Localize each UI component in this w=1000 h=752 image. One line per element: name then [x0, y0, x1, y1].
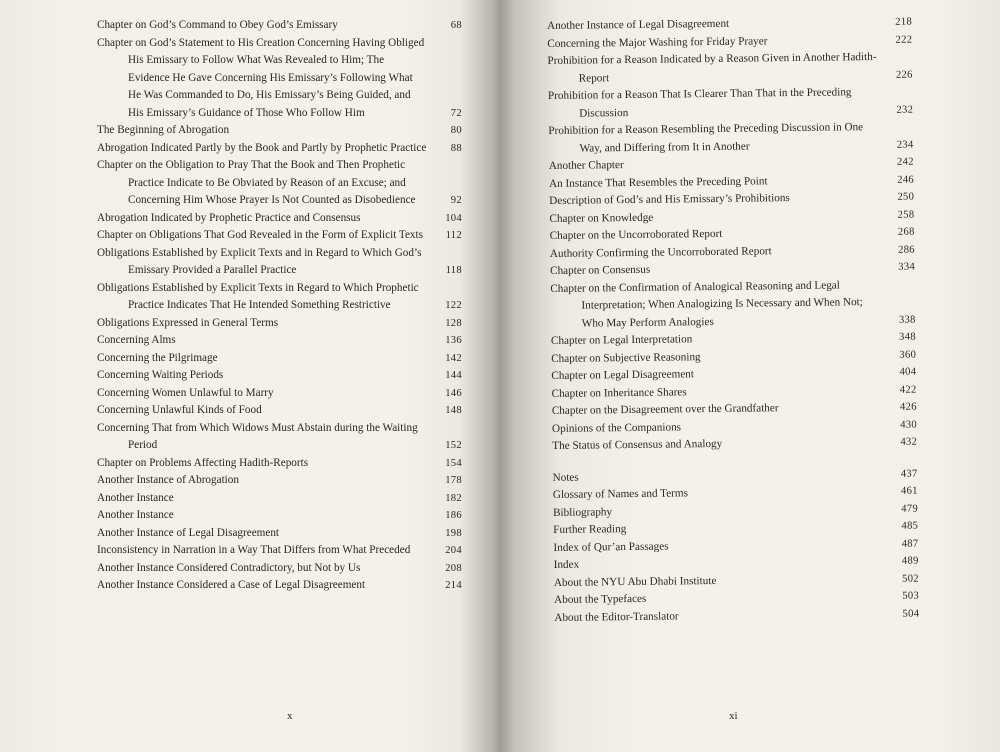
toc-entry-page: 502 [902, 572, 919, 585]
toc-entry [97, 35, 462, 123]
toc-entry-title: Concerning the Pilgrimage [97, 351, 218, 364]
toc-entry-title: Prohibition for a Reason Indicated by a Reason Given in Another Hadith-Report [547, 50, 877, 85]
toc-entry-page: 146 [445, 387, 462, 399]
toc-entry-title: Chapter on Inheritance Shares [551, 385, 687, 400]
toc-entry-title: Abrogation Indicated Partly by the Book and Partly by Prophetic Practice [97, 141, 427, 154]
toc-entry-title: Further Reading [553, 523, 627, 536]
toc-entry [97, 245, 462, 280]
toc-entry [550, 276, 916, 333]
toc-entry [97, 367, 462, 385]
toc-entry-page: 222 [895, 34, 913, 46]
toc-entry-page: 334 [898, 261, 916, 273]
toc-entry-title: An Instance That Resembles the Preceding Point [548, 174, 768, 190]
toc-entry-page: 232 [896, 104, 914, 116]
toc-entry-title: Obligations Established by Explicit Texts in Regard to Which Prophetic Practice Indicates That He Intended Something Restrictive [97, 281, 419, 311]
toc-entry-title: Concerning Waiting Periods [97, 369, 224, 381]
toc-entry-title: Description of God’s and His Emissary’s Prohibitions [549, 192, 790, 207]
toc-entry-title: About the NYU Abu Dhabi Institute [553, 574, 717, 589]
toc-entry-title: Concerning Alms [97, 334, 176, 346]
toc-entry [97, 402, 462, 420]
toc-entry-page: 152 [445, 440, 462, 451]
toc-entry-title: Chapter on Consensus [550, 263, 651, 277]
toc-entry-title: Chapter on Subjective Reasoning [551, 350, 701, 365]
toc-entry-page: 503 [902, 590, 920, 602]
toc-entry-title: Authority Confirming the Uncorroborated Report [549, 244, 772, 260]
toc-entry-page: 489 [901, 555, 919, 567]
toc-entry-page: 218 [895, 16, 913, 28]
toc-entry-page: 258 [897, 209, 915, 221]
toc-entry-title: Chapter on Knowledge [549, 211, 654, 225]
toc-entry-title: Chapter on the Disagreement over the Grandfather [551, 402, 779, 417]
toc-entry [548, 84, 913, 123]
toc-entry-title: Chapter on Problems Affecting Hadith-Reports [97, 456, 309, 469]
toc-entry-title: Inconsistency in Narration in a Way That Differs from What Preceded [97, 544, 411, 556]
toc-entry [97, 507, 462, 525]
right-page [500, 0, 1000, 752]
toc-entry-title: Chapter on Legal Interpretation [550, 333, 693, 347]
toc-entry-title: Chapter on the Confirmation of Analogical Reasoning and Legal Interpretation; When Analogizing Is Necessary and When Not; Who May Perform Analogies [550, 278, 863, 330]
toc-entry [97, 490, 462, 508]
toc-entry-page: 214 [445, 580, 462, 591]
toc-entry-title: Chapter on the Uncorroborated Report [549, 227, 723, 242]
page-number: x [287, 710, 293, 722]
toc-entry-title: About the Typefaces [554, 592, 647, 606]
toc-entry-page: 422 [899, 384, 917, 396]
toc-entry-page: 430 [900, 419, 918, 431]
toc-entry [97, 420, 462, 455]
toc-entry-page: 487 [901, 538, 919, 550]
toc-entry-title: Another Instance Considered a Case of Legal Disagreement [97, 579, 366, 591]
toc-entry-page: 348 [899, 331, 916, 343]
right-toc-list [547, 14, 919, 627]
toc-entry [97, 122, 462, 140]
toc-entry-title: Obligations Established by Explicit Texts and in Regard to Which God’s Emissary Provided a Parallel Practice [97, 246, 422, 276]
toc-entry-title: Notes [552, 471, 579, 484]
toc-entry-page: 186 [445, 510, 462, 521]
toc-entry-page: 198 [445, 527, 462, 539]
toc-entry-title: Another Instance of Legal Disagreement [547, 17, 730, 32]
toc-entry [97, 210, 462, 228]
toc-entry [97, 455, 462, 473]
toc-entry [97, 560, 462, 578]
toc-entry-page: 268 [897, 226, 915, 238]
toc-entry-page: 122 [445, 300, 462, 311]
toc-entry-title: Bibliography [552, 505, 613, 519]
toc-entry [97, 227, 462, 245]
toc-entry-title: The Beginning of Abrogation [97, 124, 230, 136]
toc-entry-title: Obligations Expressed in General Terms [97, 316, 279, 329]
toc-entry-title: Index [553, 558, 580, 571]
toc-entry [97, 157, 462, 210]
toc-entry-page: 234 [896, 139, 914, 151]
toc-entry-page: 504 [902, 607, 920, 620]
toc-entry [97, 140, 462, 158]
toc-entry-page: 92 [450, 195, 462, 206]
toc-entry-title: Another Instance Considered Contradictory, but Not by Us [97, 561, 361, 574]
toc-entry-title: Chapter on God’s Command to Obey God’s Emissary [97, 19, 338, 31]
toc-entry-page: 104 [445, 212, 462, 224]
toc-entry-title: Glossary of Names and Terms [552, 487, 689, 501]
toc-entry-title: Concerning the Major Washing for Friday Prayer [547, 34, 768, 50]
toc-entry-title: Concerning Women Unlawful to Marry [97, 386, 274, 399]
toc-entry-page: 242 [896, 156, 914, 168]
toc-entry-title: Concerning Unlawful Kinds of Food [97, 404, 262, 416]
toc-entry-page: 112 [445, 230, 462, 241]
toc-entry-title: Chapter on the Obligation to Pray That the Book and Then Prophetic Practice Indicate to Be Obviated by Reason of an Excuse; and Concerning Him Whose Prayer Is Not Counted as Disobedience [97, 159, 416, 206]
back-matter-entry [554, 605, 919, 627]
toc-entry-title: Chapter on Obligations That God Revealed in the Form of Explicit Texts [97, 229, 423, 241]
toc-entry-title: About the Editor-Translator [554, 609, 679, 624]
toc-entry-page: 80 [450, 125, 462, 136]
toc-entry [97, 525, 462, 543]
toc-entry-page: 226 [895, 69, 913, 81]
toc-entry-title: Another Instance [97, 491, 174, 504]
toc-entry [97, 542, 462, 560]
toc-entry [97, 17, 462, 35]
toc-entry-page: 88 [450, 142, 462, 154]
toc-entry-page: 404 [899, 366, 917, 378]
toc-entry [548, 119, 913, 158]
toc-entry-title: Index of Qur’an Passages [553, 540, 669, 554]
toc-entry-page: 154 [445, 457, 462, 469]
toc-entry-page: 426 [899, 401, 917, 413]
toc-entry-page: 136 [445, 335, 462, 346]
toc-entry-page: 461 [900, 485, 918, 497]
toc-entry-title: Another Instance of Abrogation [97, 474, 239, 486]
toc-entry-title: Chapter on God’s Statement to His Creation Concerning Having Obliged His Emissary to Follow What Was Revealed to Him; The Evidence He Gave Concerning His Emissary’s Following What He Was Commanded to Do, His Emissary’s Being Guided, and His Emissary’s Guidance of Those Who Follow Him [97, 36, 425, 119]
toc-entry-page: 250 [897, 191, 915, 203]
toc-entry [97, 350, 462, 368]
toc-entry-page: 142 [445, 352, 462, 364]
toc-entry-page: 148 [445, 405, 462, 416]
toc-entry-page: 144 [445, 370, 462, 381]
toc-entry-page: 338 [898, 314, 916, 326]
toc-entry-title: The Status of Consensus and Analogy [552, 437, 723, 452]
toc-entry-page: 204 [445, 545, 462, 556]
toc-entry [97, 332, 462, 350]
toc-entry-page: 432 [900, 436, 918, 448]
toc-entry-page: 118 [445, 265, 462, 276]
toc-entry-page: 182 [445, 492, 462, 504]
toc-entry-page: 437 [900, 468, 918, 480]
toc-entry-page: 128 [445, 317, 462, 329]
toc-entry [97, 385, 462, 403]
toc-entry-title: Another Instance of Legal Disagreement [97, 526, 280, 539]
toc-entry-page: 360 [899, 349, 917, 361]
toc-entry-title: Prohibition for a Reason Resembling the Preceding Discussion in One Way, and Differing from It in Another [548, 121, 864, 155]
toc-entry [97, 472, 462, 490]
toc-entry-title: Opinions of the Companions [551, 420, 682, 435]
toc-entry [547, 49, 912, 88]
toc-entry-page: 479 [901, 503, 919, 515]
toc-entry-page: 208 [445, 562, 462, 574]
toc-entry-title: Concerning That from Which Widows Must Abstain during the Waiting Period [97, 421, 418, 451]
toc-entry [97, 315, 462, 333]
toc-entry-title: Another Chapter [548, 159, 624, 172]
left-toc-list [97, 17, 462, 595]
toc-entry-page: 485 [901, 520, 919, 532]
toc-entry-title: Chapter on Legal Disagreement [551, 368, 695, 382]
toc-entry-page: 72 [450, 107, 462, 119]
page-number: xi [729, 710, 738, 722]
toc-entry-title: Prohibition for a Reason That Is Clearer Than That in the Preceding Discussion [547, 86, 852, 120]
toc-entry [97, 280, 462, 315]
toc-entry-title: Abrogation Indicated by Prophetic Practice and Consensus [97, 211, 361, 224]
toc-entry-page: 68 [450, 20, 462, 31]
toc-entry-page: 178 [445, 475, 462, 486]
toc-entry [97, 577, 462, 595]
toc-entry-title: Another Instance [97, 509, 174, 521]
toc-entry-page: 286 [897, 244, 915, 256]
toc-entry-page: 246 [897, 174, 915, 186]
